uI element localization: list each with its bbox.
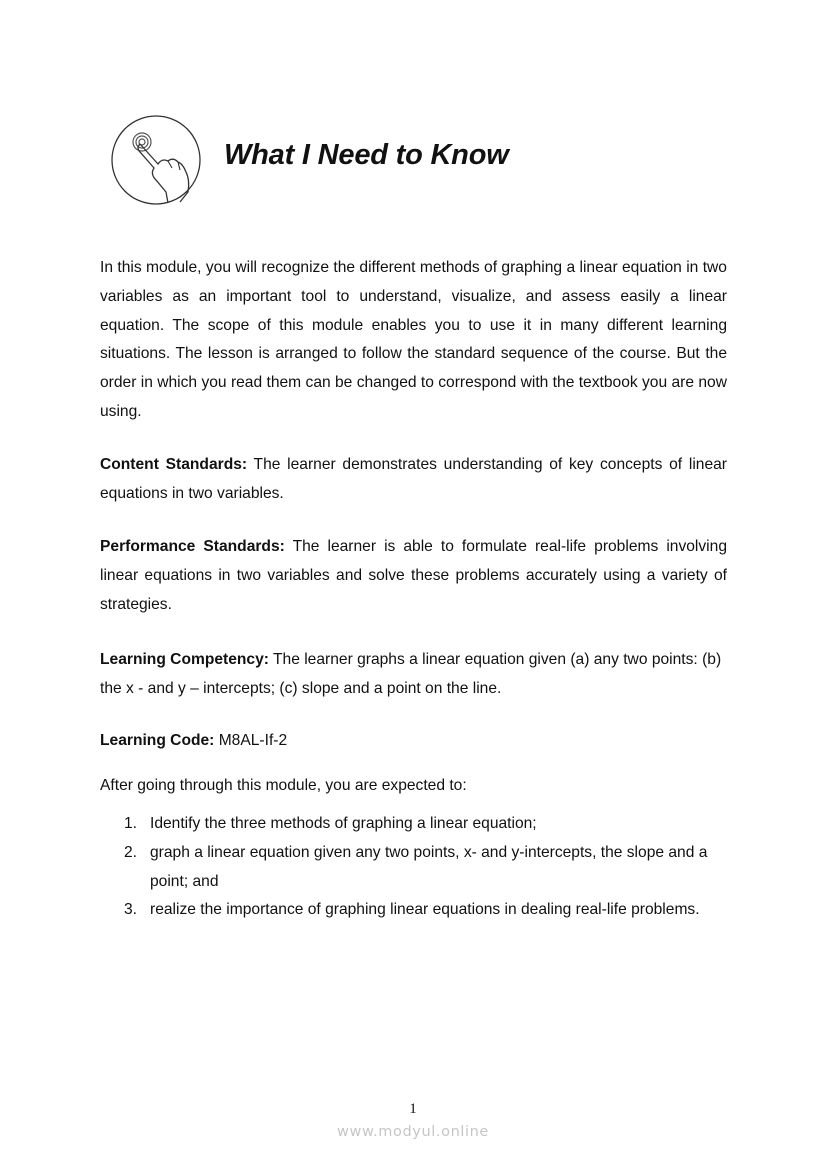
list-item-text: graph a linear equation given any two points, x- and y-intercepts, the slope and a point; and (150, 843, 708, 890)
intro-paragraph: In this module, you will recognize the different methods of graphing a linear equation in two variables as an important tool to understand, visualize, and assess easily a linear equation. The scope of this module enables you to use it in many different learning situations. The lesson is arranged to follow the standard sequence of the course. But the order in which you read them can be changed to correspond with the textbook you are now using. (100, 259, 727, 420)
list-item (100, 839, 727, 897)
watermark: www.modyul.online (337, 1124, 489, 1140)
objectives-intro: After going through this module, you are expected to: (100, 777, 467, 794)
content-standards-text: The learner demonstrates understanding of key concepts of linear equations in two variables. (100, 456, 728, 502)
list-item-number: 1. (124, 815, 138, 832)
learning-code-label: Learning Code: (100, 732, 215, 749)
learning-competency (100, 646, 727, 704)
list-item-text: Identify the three methods of graphing a linear equation; (150, 815, 537, 832)
list-item-number: 2. (124, 843, 138, 861)
content-standards (100, 451, 727, 509)
list-item (100, 810, 727, 839)
performance-standards-label: Performance Standards: (100, 538, 285, 555)
list-item (100, 896, 727, 925)
performance-standards (100, 533, 727, 619)
section-header (110, 112, 202, 207)
content-standards-label: Content Standards: (100, 456, 248, 473)
learning-code (100, 727, 727, 756)
learning-competency-label: Learning Competency: (100, 651, 269, 668)
page-title: What I Need to Know (224, 139, 509, 171)
list-item-number: 3. (124, 901, 138, 919)
list-item-text: realize the importance of graphing linear equations in dealing real-life problems. (150, 901, 700, 919)
learning-code-value: M8AL-If-2 (214, 732, 288, 749)
page-number: 1 (409, 1101, 417, 1117)
objectives-list (100, 810, 727, 925)
hand-touch-icon (110, 114, 202, 206)
learning-competency-text: The learner graphs a linear equation given (a) any two points: (b) the x - and y – intercepts; (c) slope and a point on the line. (100, 651, 722, 697)
performance-standards-text: The learner is able to formulate real-life problems involving linear equations in two variables and solve these problems accurately using a variety of strategies. (100, 538, 727, 613)
